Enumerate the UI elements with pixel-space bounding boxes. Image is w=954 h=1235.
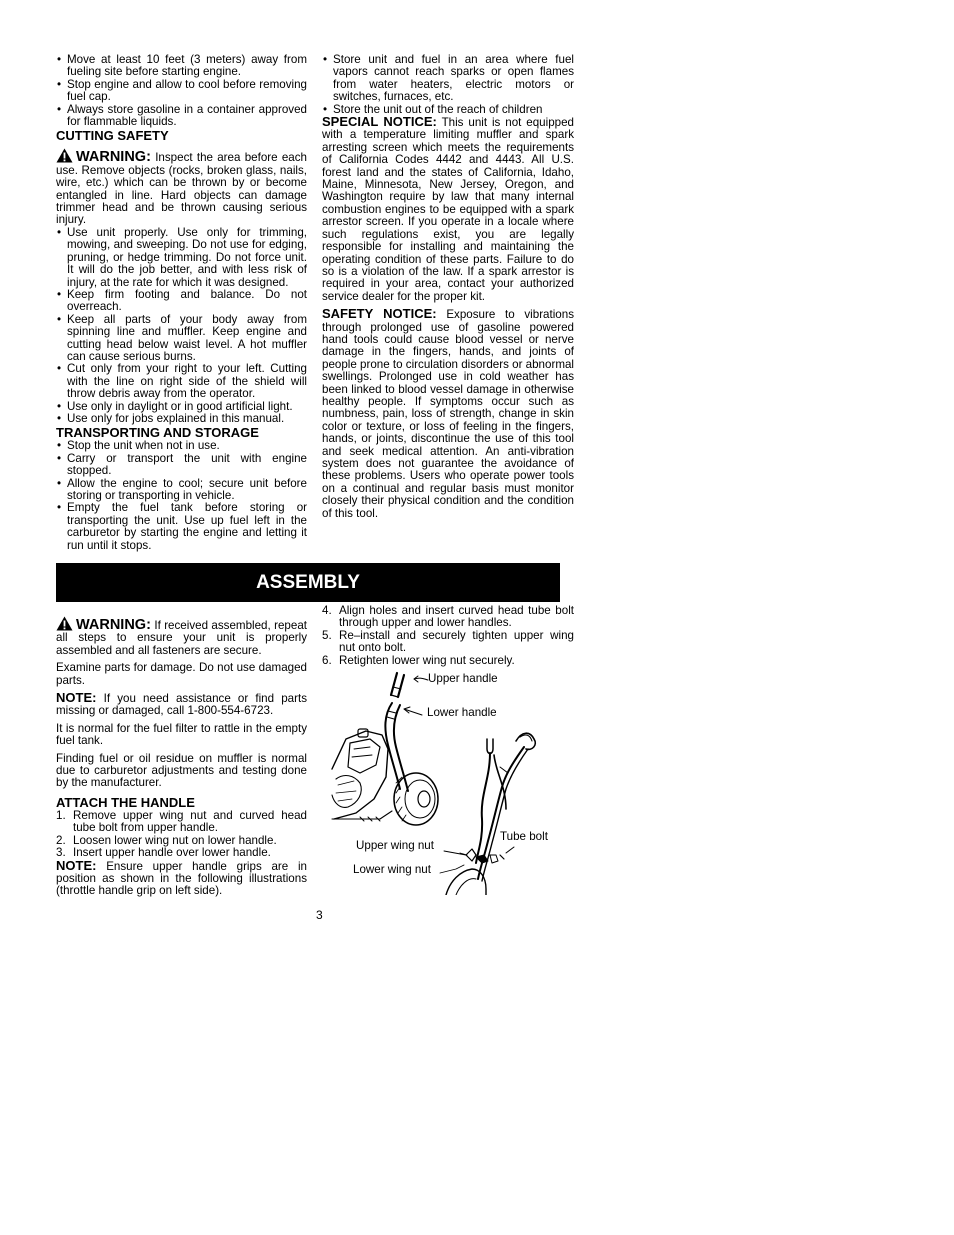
fuel-safety-list [56, 54, 307, 128]
grip-position-note [56, 857, 307, 898]
assembly-left-column [56, 616, 307, 898]
assembly-right-column [322, 605, 574, 667]
list-item: • Stop engine and allow to cool before removing fuel cap. [56, 79, 307, 104]
upper-wing-nut-label: Upper wing nut [356, 839, 434, 852]
special-notice [322, 116, 574, 303]
list-item: 5. Re–install and securely tighten upper wing nut onto bolt. [322, 628, 574, 655]
left-column [56, 54, 307, 552]
list-item: 6. Retighten lower wing nut securely. [322, 653, 515, 667]
handle-assembly-illustration [330, 669, 576, 895]
upper-handle-label: Upper handle [428, 672, 498, 685]
assistance-note [56, 692, 307, 718]
list-item: • Stop the unit when not in use. [56, 440, 307, 452]
note-text: If you need assistance or find parts missing or damaged, call 1-800-554-6723. [56, 692, 307, 718]
attach-handle-heading: ATTACH THE HANDLE [56, 794, 195, 810]
assembly-banner: ASSEMBLY [56, 563, 560, 602]
lower-wing-nut-label: Lower wing nut [353, 863, 431, 876]
list-item: • Cut only from your right to your left. Cutting with the line on right side of the shield will throw debris away from the operator. [56, 363, 307, 400]
list-item: 3. Insert upper handle over lower handle. [56, 846, 271, 860]
list-item: • Allow the engine to cool; secure unit before storing or transporting in vehicle. [56, 478, 307, 503]
safety-notice-text: Exposure to vibrations through prolonged use of gasoline powered hand tools could cause blood vessel or nerve damage in the fingers, hands, and joints of people prone to circulation disorders or abnormal swellings. Prolonged use in cold weather has been linked to blood vessel damage in otherwise healthy people. If symptoms occur such as numbness, pain, loss of strength, change in skin color or texture, or loss of feeling in the fingers, hands, or joints, discontinue the use of this tool and seek medical attention. An anti-vibration system does not guarantee the avoidance of these problems. Users who operate power tools on a continual and regular basis must monitor closely their physical condition and the condition of this tool. [322, 308, 574, 520]
list-item: • Use unit properly. Use only for trimming, mowing, and sweeping. Do not use for edging, pruning, or hedge trimming. Do not force unit. It will do the job better, and with less risk of injury, at the rate for which it was designed. [56, 227, 307, 289]
transporting-storage-heading: TRANSPORTING AND STORAGE [56, 425, 259, 441]
cutting-warning [56, 148, 307, 226]
tube-bolt-label: Tube bolt [500, 830, 548, 843]
list-item: 1. Remove upper wing nut and curved head tube bolt from upper handle. [56, 808, 307, 835]
fuel-filter-text: It is normal for the fuel filter to rattle in the empty fuel tank. [56, 721, 307, 748]
note-text: Ensure upper handle grips are in position as shown in the following illustrations (throttle handle grip on left side). [56, 859, 307, 898]
list-item: • Move at least 10 feet (3 meters) away from fueling site before starting engine. [56, 54, 307, 79]
list-item: • Store unit and fuel in an area where fuel vapors cannot reach sparks or open flames from water heaters, electric motors or switches, furnaces, etc. [322, 54, 574, 104]
list-item: • Carry or transport the unit with engine stopped. [56, 453, 307, 478]
warning-triangle-icon [56, 616, 73, 631]
lower-handle-label: Lower handle [427, 706, 497, 719]
attach-steps-list [56, 810, 307, 860]
list-item: • Always store gasoline in a container approved for flammable liquids. [56, 104, 307, 129]
handle-assembly-drawing [330, 669, 576, 895]
attach-steps-list-continued [322, 605, 574, 667]
note-label: NOTE: [56, 857, 97, 873]
safety-notice-label: SAFETY NOTICE: [322, 306, 437, 322]
assembly-warning [56, 616, 307, 657]
storage-list [322, 54, 574, 116]
warning-label: WARNING: [76, 149, 151, 166]
safety-notice [322, 308, 574, 520]
warning-triangle-icon [56, 148, 73, 163]
list-item: • Empty the fuel tank before storing or transporting the unit. Use up fuel left in the carburetor by starting the engine and letting it run until it stops. [56, 502, 307, 552]
list-item: • Keep firm footing and balance. Do not overreach. [56, 289, 307, 314]
warning-label: WARNING: [76, 617, 151, 633]
right-column [322, 54, 574, 520]
transport-list [56, 440, 307, 552]
examine-parts-text: Examine parts for damage. Do not use damaged parts. [56, 661, 307, 687]
list-item: 2. Loosen lower wing nut on lower handle. [56, 833, 277, 847]
list-item: • Use only in daylight or in good artificial light. [56, 401, 307, 413]
list-item: • Store the unit out of the reach of children [322, 104, 574, 116]
warning-text: Inspect the area before each use. Remove objects (rocks, broken glass, nails, wire, etc.) which can be thrown by or become entangled in line. Hard objects can damage trimmer head and be thrown causing serious injury. [56, 151, 307, 227]
warning-text: If received assembled, repeat all steps to ensure your unit is properly assembled and all fasteners are secure. [56, 619, 307, 657]
list-item: 4. Align holes and insert curved head tube bolt through upper and lower handles. [322, 604, 574, 630]
note-label: NOTE: [56, 690, 97, 706]
list-item: • Use only for jobs explained in this manual. [56, 413, 307, 425]
special-notice-label: SPECIAL NOTICE: [322, 114, 437, 130]
list-item: • Keep all parts of your body away from spinning line and muffler. Keep engine and cutting head below waist level. A hot muffler can cause serious burns. [56, 314, 307, 364]
special-notice-text: This unit is not equipped with a temperature limiting muffler and spark arresting screen which meets the requirements of California Codes 4442 and 4443. All U.S. forest land and the states of California, Idaho, Maine, Minnesota, New Jersey, Oregon, and Washington require by law that many internal combustion engines to be equipped with a spark arrestor screen. If you operate in a locale where such regulations exist, you are legally responsible for installing and maintaining the operating condition of these parts. Failure to do so is a violation of the law. If a spark arrestor is required in your area, contact your authorized service dealer for the proper kit. [322, 116, 574, 303]
cutting-safety-list [56, 227, 307, 426]
muffler-residue-text: Finding fuel or oil residue on muffler is normal due to carburetor adjustments and testing done by the manufacturer. [56, 751, 307, 790]
cutting-safety-heading: CUTTING SAFETY [56, 128, 169, 144]
page-number: 3 [316, 908, 323, 922]
